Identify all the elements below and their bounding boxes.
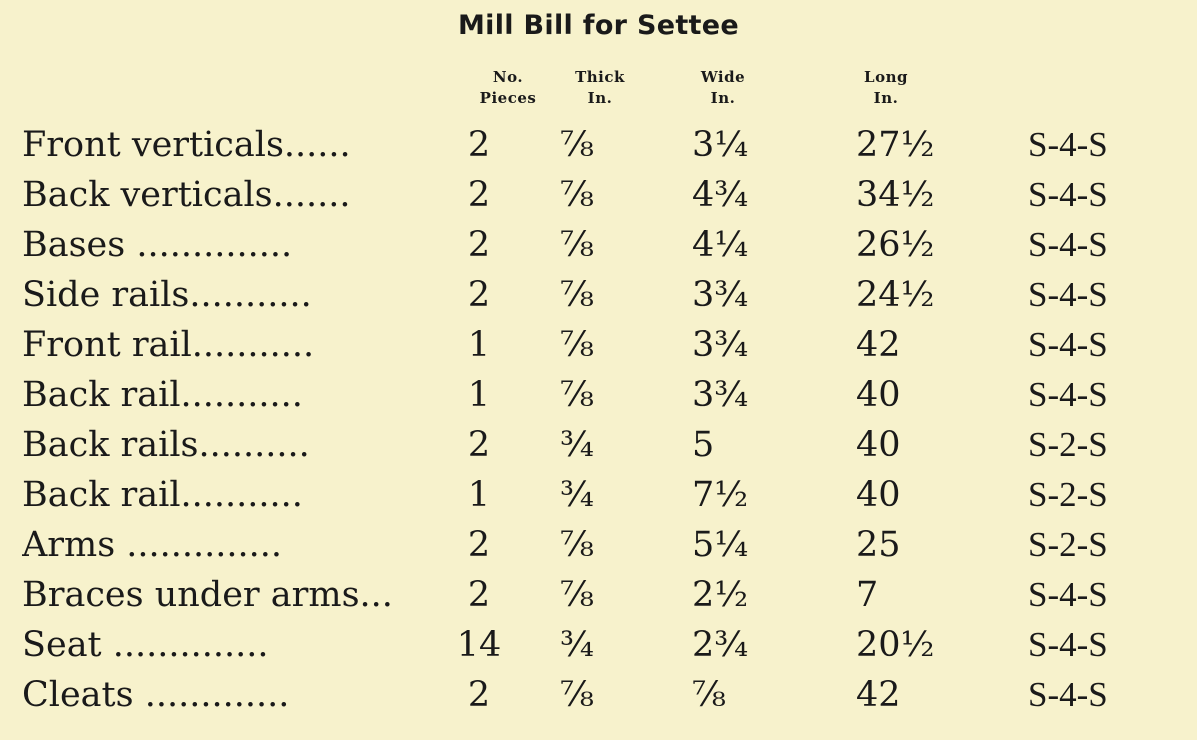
length: 40 xyxy=(856,425,901,465)
table-row xyxy=(0,322,1197,372)
thickness: ⅞ xyxy=(560,125,594,165)
surfacing: S-4-S xyxy=(1028,325,1108,364)
pieces-count: 1 xyxy=(467,375,491,415)
pieces-count: 1 xyxy=(467,325,491,365)
thickness: ⅞ xyxy=(560,525,594,565)
header-long xyxy=(846,67,926,109)
surfacing: S-4-S xyxy=(1028,125,1108,164)
header-wide-line1: Wide xyxy=(700,68,746,86)
part-name: Back rail........... xyxy=(22,475,303,515)
surfacing: S-4-S xyxy=(1028,375,1108,414)
length: 27½ xyxy=(856,125,935,165)
surfacing: S-2-S xyxy=(1028,425,1108,464)
length: 20½ xyxy=(856,625,935,665)
thickness: ⅞ xyxy=(560,225,594,265)
thickness: ⅞ xyxy=(560,375,594,415)
thickness: ⅞ xyxy=(560,575,594,615)
pieces-count: 2 xyxy=(467,125,491,165)
width: 4¾ xyxy=(692,175,749,215)
length: 25 xyxy=(856,525,901,565)
part-name: Braces under arms... xyxy=(22,575,393,615)
header-pieces-line1: No. xyxy=(492,68,524,86)
length: 40 xyxy=(856,375,901,415)
surfacing: S-4-S xyxy=(1028,175,1108,214)
table-row xyxy=(0,272,1197,322)
pieces-count: 14 xyxy=(456,625,502,665)
table-row xyxy=(0,222,1197,272)
width: 3¾ xyxy=(692,375,749,415)
width: 3¾ xyxy=(692,325,749,365)
length: 24½ xyxy=(856,275,935,315)
width: 5 xyxy=(692,425,715,465)
thickness: ⅞ xyxy=(560,175,594,215)
thickness: ¾ xyxy=(560,625,594,665)
thickness: ¾ xyxy=(560,475,594,515)
header-wide-line2: In. xyxy=(710,89,736,107)
width: 3¼ xyxy=(692,125,749,165)
length: 34½ xyxy=(856,175,935,215)
pieces-count: 2 xyxy=(467,675,491,715)
surfacing: S-4-S xyxy=(1028,675,1108,714)
surfacing: S-2-S xyxy=(1028,525,1108,564)
surfacing: S-4-S xyxy=(1028,575,1108,614)
table-row xyxy=(0,672,1197,722)
part-name: Cleats ............. xyxy=(22,675,290,715)
header-thick xyxy=(548,67,652,109)
width: ⅞ xyxy=(692,675,726,715)
surfacing: S-4-S xyxy=(1028,225,1108,264)
width: 3¾ xyxy=(692,275,749,315)
mill-bill-table xyxy=(0,122,1197,722)
header-long-line1: Long xyxy=(864,68,908,86)
page-title: Mill Bill for Settee xyxy=(458,10,739,41)
pieces-count: 2 xyxy=(467,425,491,465)
surfacing: S-4-S xyxy=(1028,275,1108,314)
part-name: Back rails.......... xyxy=(22,425,310,465)
width: 2½ xyxy=(692,575,749,615)
pieces-count: 2 xyxy=(467,225,491,265)
width: 2¾ xyxy=(692,625,749,665)
part-name: Arms .............. xyxy=(22,525,283,565)
table-row xyxy=(0,572,1197,622)
header-thick-line2: In. xyxy=(587,89,613,107)
header-thick-line1: Thick xyxy=(575,68,625,86)
part-name: Bases .............. xyxy=(22,225,293,265)
width: 5¼ xyxy=(692,525,749,565)
pieces-count: 2 xyxy=(467,575,491,615)
pieces-count: 1 xyxy=(467,475,491,515)
length: 42 xyxy=(856,675,901,715)
surfacing: S-4-S xyxy=(1028,625,1108,664)
pieces-count: 2 xyxy=(467,275,491,315)
header-wide xyxy=(670,67,776,109)
thickness: ⅞ xyxy=(560,275,594,315)
length: 7 xyxy=(856,575,879,615)
thickness: ¾ xyxy=(560,425,594,465)
part-name: Seat .............. xyxy=(22,625,269,665)
table-row xyxy=(0,172,1197,222)
table-row xyxy=(0,122,1197,172)
thickness: ⅞ xyxy=(560,675,594,715)
table-row xyxy=(0,422,1197,472)
part-name: Back verticals....... xyxy=(22,175,351,215)
length: 26½ xyxy=(856,225,935,265)
part-name: Back rail........... xyxy=(22,375,303,415)
pieces-count: 2 xyxy=(467,175,491,215)
table-row xyxy=(0,522,1197,572)
part-name: Side rails........... xyxy=(22,275,312,315)
table-row xyxy=(0,622,1197,672)
pieces-count: 2 xyxy=(467,525,491,565)
surfacing: S-2-S xyxy=(1028,475,1108,514)
table-row xyxy=(0,472,1197,522)
part-name: Front verticals...... xyxy=(22,125,351,165)
length: 40 xyxy=(856,475,901,515)
table-row xyxy=(0,372,1197,422)
length: 42 xyxy=(856,325,901,365)
width: 4¼ xyxy=(692,225,749,265)
part-name: Front rail........... xyxy=(22,325,315,365)
thickness: ⅞ xyxy=(560,325,594,365)
width: 7½ xyxy=(692,475,749,515)
header-long-line2: In. xyxy=(873,89,899,107)
header-pieces-line2: Pieces xyxy=(479,89,537,107)
